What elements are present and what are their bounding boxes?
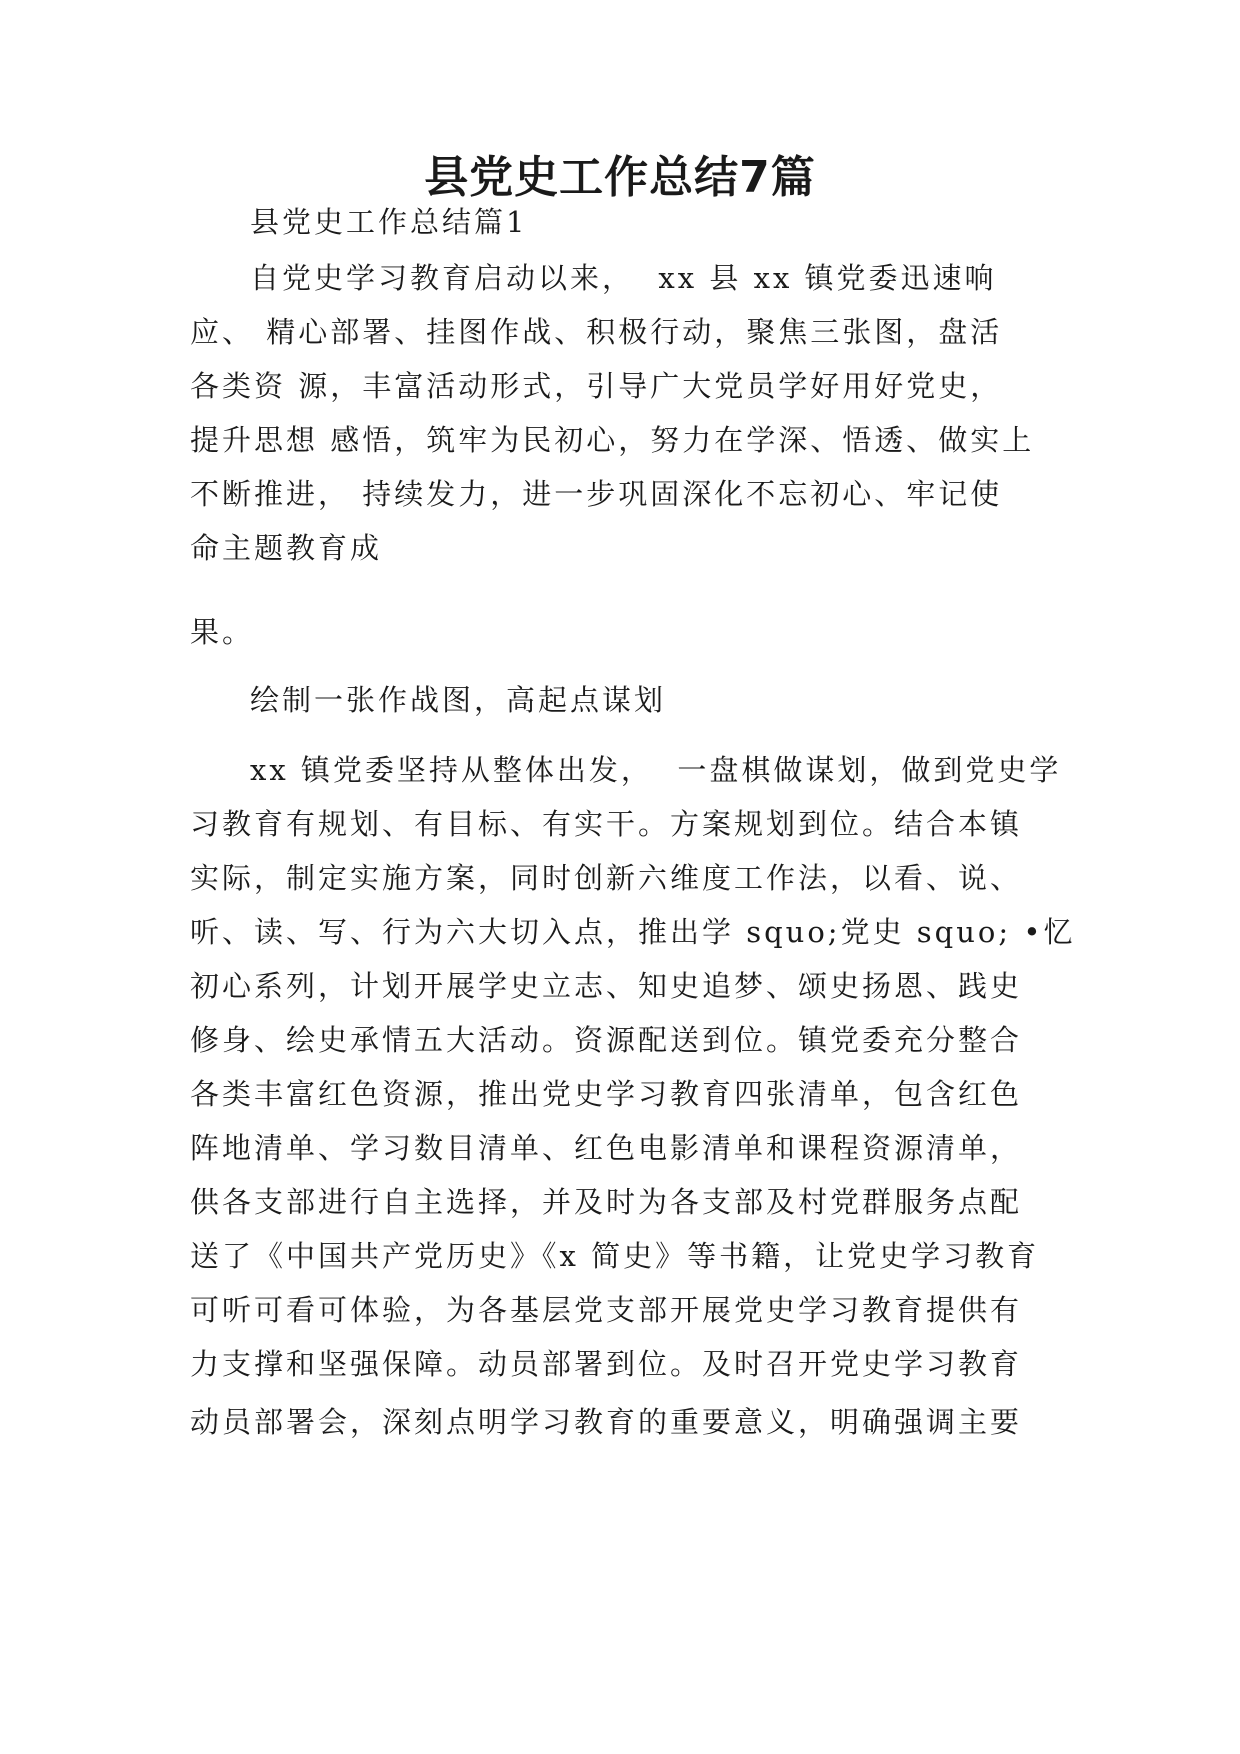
body-line: 果。: [190, 615, 255, 649]
body-line: 听、读、写、行为六大切入点，推出学 squo;党史 squo; •忆: [190, 915, 1076, 949]
body-line: 实际，制定实施方案，同时创新六维度工作法，以看、说、: [190, 861, 1023, 895]
body-line: 送了《中国共产党历史》《x 简史》等书籍，让党史学习教育: [190, 1239, 1040, 1273]
body-line: 力支撑和坚强保障。动员部署到位。及时召开党史学习教育: [190, 1347, 1023, 1381]
body-line: 可听可看可体验，为各基层党支部开展党史学习教育提供有: [190, 1293, 1023, 1327]
body-line: xx 镇党委坚持从整体出发， 一盘棋做谋划，做到党史学: [250, 753, 1062, 787]
body-line: 动员部署会，深刻点明学习教育的重要意义，明确强调主要: [190, 1405, 1023, 1439]
subheading-line: 绘制一张作战图，高起点谋划: [250, 683, 667, 717]
body-line: 应、 精心部署、挂图作战、积极行动，聚焦三张图，盘活: [190, 315, 1003, 349]
body-line: 自党史学习教育启动以来， xx 县 xx 镇党委迅速响: [250, 261, 997, 295]
body-line: 供各支部进行自主选择，并及时为各支部及村党群服务点配: [190, 1185, 1023, 1219]
body-line: 命主题教育成: [190, 531, 383, 565]
body-line: 提升思想 感悟，筑牢为民初心，努力在学深、悟透、做实上: [190, 423, 1035, 457]
body-line: 各类资 源，丰富活动形式，引导广大党员学好用好党史，: [190, 369, 1003, 403]
document-title: 县党史工作总结7篇: [424, 152, 816, 203]
body-line: 阵地清单、学习数目清单、红色电影清单和课程资源清单，: [190, 1131, 1023, 1165]
body-line: 修身、绘史承情五大活动。资源配送到位。镇党委充分整合: [190, 1023, 1023, 1057]
body-line: 各类丰富红色资源，推出党史学习教育四张清单，包含红色: [190, 1077, 1023, 1111]
body-line: 习教育有规划、有目标、有实干。方案规划到位。结合本镇: [190, 807, 1023, 841]
section-heading: 县党史工作总结篇1: [250, 205, 528, 239]
body-line: 不断推进， 持续发力，进一步巩固深化不忘初心、牢记使: [190, 477, 1003, 511]
body-line: 初心系列，计划开展学史立志、知史追梦、颂史扬恩、践史: [190, 969, 1023, 1003]
